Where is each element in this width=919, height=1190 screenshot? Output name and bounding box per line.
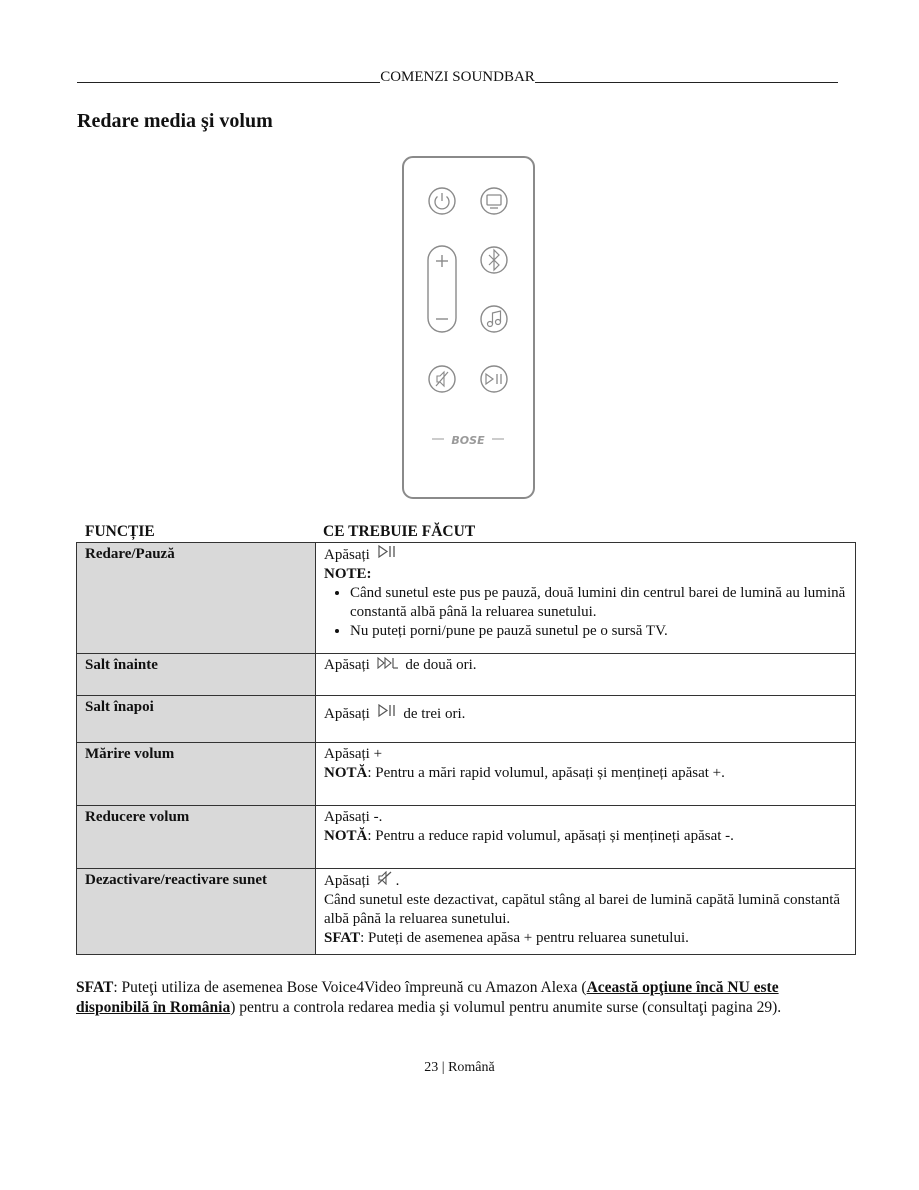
suffix-text: de două ori. [405,657,477,673]
action-cell [316,743,856,806]
press-text: Apăsați [324,706,370,722]
function-cell: Salt înapoi [77,696,316,743]
function-cell: Mărire volum [77,743,316,806]
table-row [77,806,856,869]
mute-description: Când sunetul este dezactivat, capătul stâng al barei de lumină capătă lumină constantă albă până la reluarea sunetului. [324,892,841,927]
tip-text-1: : Puteţi utiliza de asemenea Bose Voice4Video împreună cu Amazon Alexa ( [113,979,587,996]
column-header-function: FUNCȚIE [85,523,155,540]
mute-icon [377,871,393,885]
page-number: 23 [424,1060,439,1075]
function-cell: Redare/Pauză [77,543,316,654]
tip-paragraph [76,978,851,1018]
suffix-text: de trei ori. [403,706,466,722]
tip-label: SFAT [76,979,114,996]
page-footer [0,1060,919,1076]
function-cell: Salt înainte [77,654,316,696]
column-header-action: CE TREBUIE FĂCUT [323,523,476,540]
list-item: • Nu puteți porni/pune pe pauză sunetul pe o sursă TV. [350,622,847,641]
action-cell [316,869,856,955]
page-header [77,64,838,86]
remote-control-illustration [402,156,535,499]
footer-language: Română [448,1060,495,1075]
header-rule-right [535,82,838,83]
bose-logo: BOSE [451,434,485,447]
availability-warning: Această opţiune încă NU este disponibilă în România [76,979,779,1016]
tip-text-2: ) pentru a controla redarea media şi volumul pentru anumite surse (consultaţi pagina 29). [230,999,782,1016]
function-cell: Reducere volum [77,806,316,869]
function-table [76,542,856,955]
list-item: • Când sunetul este pus pe pauză, două lumini din centrul barei de lumină au lumină constantă albă până la reluarea sunetului. [350,584,847,622]
header-rule-left [77,82,380,83]
tip-text: : Puteți de asemenea apăsa + pentru reluarea sunetului. [360,930,689,946]
note-label: NOTĂ [324,765,368,781]
table-row [77,543,856,654]
note-label: NOTE: [324,566,372,582]
play-pause-icon [377,704,397,718]
press-text: Apăsați [324,873,370,889]
table-row [77,654,856,696]
press-text: Apăsați -. [324,809,383,825]
function-cell: Dezactivare/reactivare sunet [77,869,316,955]
footer-separator: | [441,1060,445,1075]
press-text: Apăsați [324,547,370,563]
action-cell [316,543,856,654]
table-row [77,696,856,743]
table-row [77,869,856,955]
skip-forward-icon [377,657,399,669]
press-text: Apăsați [324,657,370,673]
action-cell [316,696,856,743]
table-row [77,743,856,806]
action-cell [316,806,856,869]
section-title: Redare media şi volum [77,110,273,132]
notes-list [324,584,847,641]
press-text: Apăsați + [324,746,383,762]
play-pause-icon [377,545,397,559]
tip-label: SFAT [324,930,361,946]
header-title: COMENZI SOUNDBAR [380,69,535,85]
note-text: : Pentru a mări rapid volumul, apăsați și mențineți apăsat +. [367,765,725,781]
suffix-text: . [395,873,400,889]
action-cell [316,654,856,696]
note-label: NOTĂ [324,828,368,844]
note-text: : Pentru a reduce rapid volumul, apăsați și mențineți apăsat -. [367,828,734,844]
